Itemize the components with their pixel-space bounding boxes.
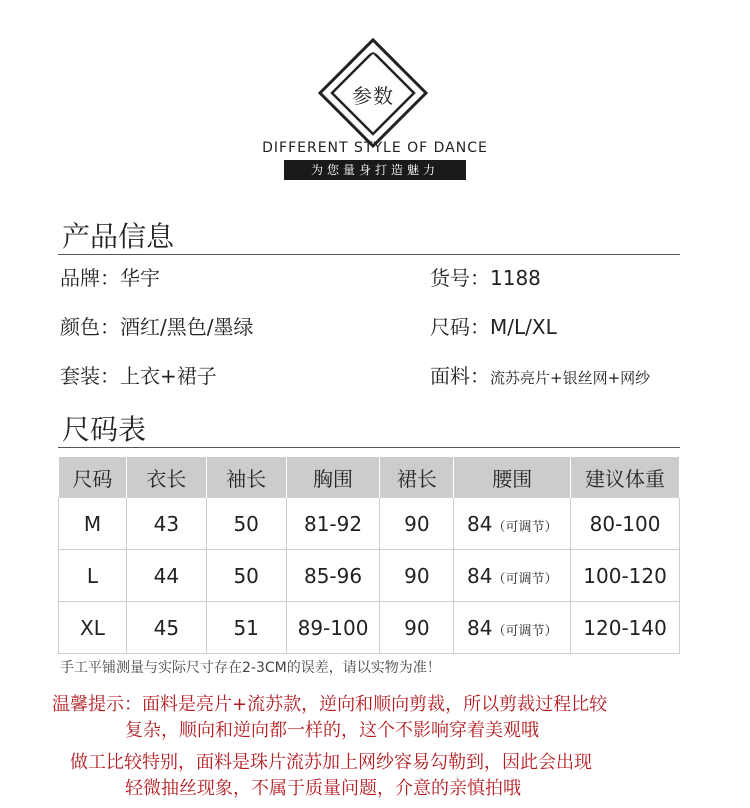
item-no-value: 1188 bbox=[490, 266, 541, 290]
slogan-chinese: 为您量身打造魅力 bbox=[284, 160, 466, 180]
header-weight: 建议体重 bbox=[571, 457, 680, 498]
fabric-field bbox=[430, 360, 650, 389]
set-field bbox=[60, 360, 217, 389]
cell-weight: 80-100 bbox=[571, 498, 680, 550]
measurement-remark: 手工平铺测量与实际尺寸存在2-3CM的误差，请以实物为准！ bbox=[60, 660, 441, 676]
cell-chest: 85-96 bbox=[286, 550, 380, 602]
size-field bbox=[430, 311, 557, 340]
header-size: 尺码 bbox=[59, 457, 127, 498]
set-value: 上衣+裙子 bbox=[120, 364, 217, 388]
size-chart-title: 尺码表 bbox=[62, 413, 147, 446]
set-label: 套装： bbox=[60, 364, 120, 388]
table-row bbox=[59, 602, 680, 654]
cell-skirt: 90 bbox=[380, 602, 454, 654]
waist-value: 84 bbox=[466, 511, 493, 536]
cell-weight: 100-120 bbox=[571, 550, 680, 602]
cell-length: 45 bbox=[126, 602, 206, 654]
waist-note: （可调节） bbox=[492, 571, 558, 587]
waist-value: 84 bbox=[466, 615, 493, 640]
cell-size: M bbox=[59, 498, 127, 550]
color-value: 酒红/黑色/墨绿 bbox=[120, 315, 254, 339]
tip-line-1: 温馨提示：面料是亮片+流苏款，逆向和顺向剪裁，所以剪裁过程比较 bbox=[52, 694, 608, 715]
cell-chest: 81-92 bbox=[286, 498, 380, 550]
cell-sleeve: 50 bbox=[206, 498, 286, 550]
table-row bbox=[59, 550, 680, 602]
tip-line-3: 做工比较特别，面料是珠片流苏加上网纱容易勾勒到，因此会出现 bbox=[70, 752, 592, 773]
cell-chest: 89-100 bbox=[286, 602, 380, 654]
cell-sleeve: 51 bbox=[206, 602, 286, 654]
cell-waist bbox=[454, 498, 571, 550]
tip-line-4: 轻微抽丝现象，不属于质量问题，介意的亲慎拍哦 bbox=[125, 778, 521, 799]
header-length: 衣长 bbox=[126, 457, 206, 498]
waist-value: 84 bbox=[466, 563, 493, 588]
brand-value: 华宇 bbox=[120, 266, 160, 290]
slogan-english: DIFFERENT STYLE OF DANCE bbox=[262, 140, 488, 156]
header-chest: 胸围 bbox=[286, 457, 380, 498]
size-chart-divider bbox=[58, 447, 680, 448]
fabric-label: 面料： bbox=[430, 364, 490, 388]
header-waist: 腰围 bbox=[454, 457, 571, 498]
waist-note: （可调节） bbox=[492, 623, 558, 639]
cell-skirt: 90 bbox=[380, 498, 454, 550]
size-value: M/L/XL bbox=[490, 315, 557, 339]
cell-size: L bbox=[59, 550, 127, 602]
size-table bbox=[58, 457, 680, 654]
cell-waist bbox=[454, 550, 571, 602]
cell-length: 44 bbox=[126, 550, 206, 602]
brand-field bbox=[60, 262, 160, 291]
table-row bbox=[59, 498, 680, 550]
cell-skirt: 90 bbox=[380, 550, 454, 602]
waist-note: （可调节） bbox=[492, 519, 558, 535]
color-label: 颜色： bbox=[60, 315, 120, 339]
cell-length: 43 bbox=[126, 498, 206, 550]
product-info-title: 产品信息 bbox=[62, 220, 175, 253]
size-label: 尺码： bbox=[430, 315, 490, 339]
header-sleeve: 袖长 bbox=[206, 457, 286, 498]
color-field bbox=[60, 311, 253, 340]
cell-size: XL bbox=[59, 602, 127, 654]
brand-label: 品牌： bbox=[60, 266, 120, 290]
table-header-row bbox=[59, 457, 680, 498]
header-skirt: 裙长 bbox=[380, 457, 454, 498]
badge-text: 参数 bbox=[352, 84, 394, 108]
item-no-label: 货号： bbox=[430, 266, 490, 290]
tip-line-2: 复杂，顺向和逆向都一样的，这个不影响穿着美观哦 bbox=[125, 720, 539, 741]
product-info-divider bbox=[58, 254, 680, 255]
item-no-field bbox=[430, 262, 541, 291]
fabric-value: 流苏亮片+银丝网+网纱 bbox=[490, 369, 651, 387]
cell-weight: 120-140 bbox=[571, 602, 680, 654]
cell-sleeve: 50 bbox=[206, 550, 286, 602]
cell-waist bbox=[454, 602, 571, 654]
